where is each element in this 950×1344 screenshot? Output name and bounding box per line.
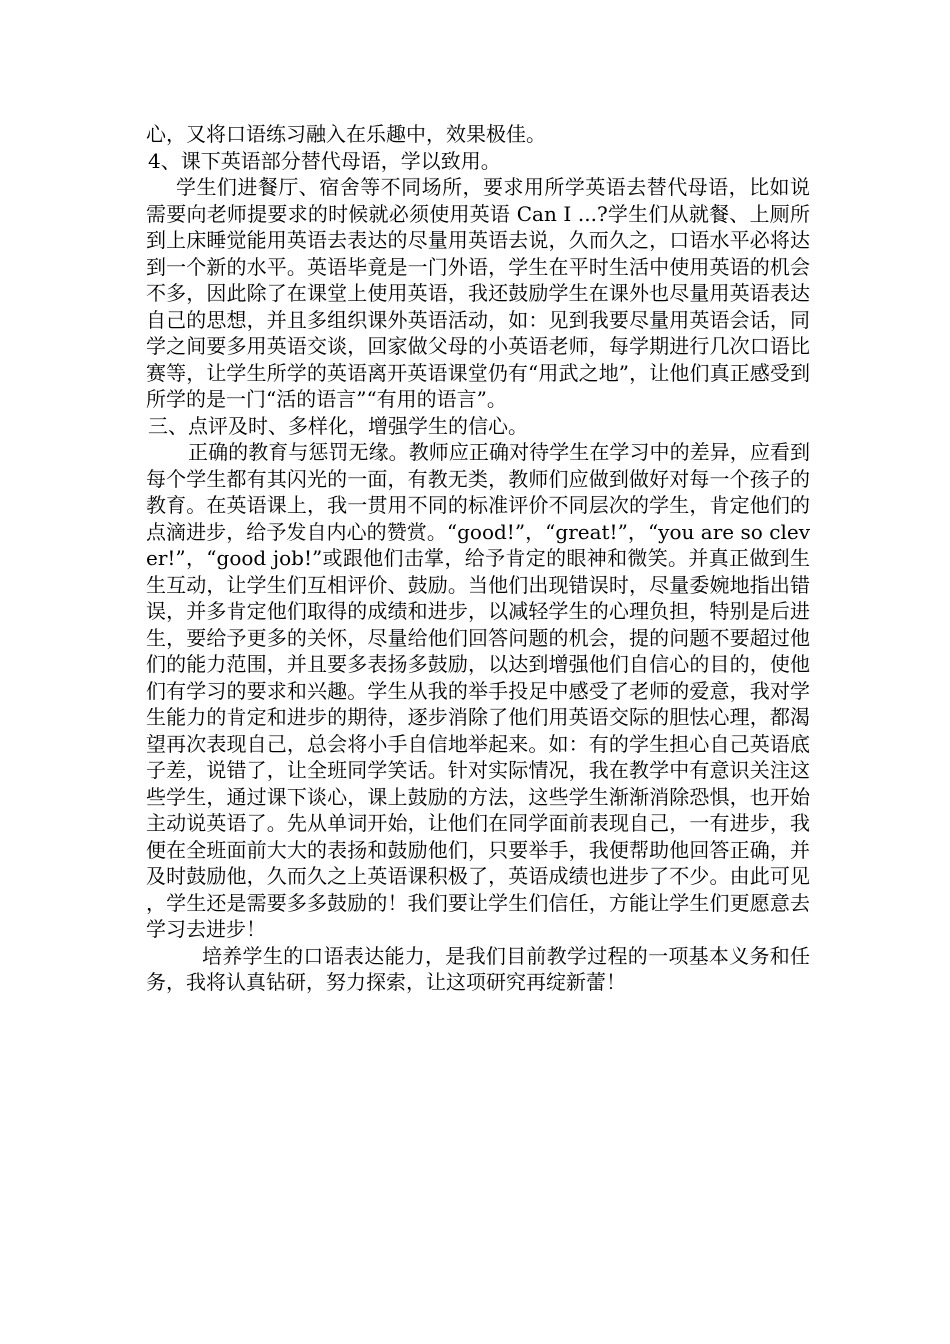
paragraph-continuation: 心，又将口语练习融入在乐趣中，效果极佳。 [146,122,546,146]
paragraph-body: 正确的教育与惩罚无缘。教师应正确对待学生在学习中的差异，应看到每个学生都有其闪光的一面，有教无类，教师们应做到做好对每一个孩子的教育。在英语课上，我一贯用不同的标准评价不同层次的学生，肯定他们的点滴进步，给予发自内心的赞赏。“good!”，“great!”，“you are so clever!”，“good job!”或跟他们击掌，给予肯定的眼神和微笑。并真正做到生生互动，让学生们互相评价、鼓励。当他们出现错误时，尽量委婉地指出错误，并多肯定他们取得的成绩和进步，以减轻学生的心理负担，特别是后进生，要给予更多的关怀，尽量给他们回答问题的机会，提的问题不要超过他们的能力范围，并且要多表扬多鼓励，以达到增强他们自信心的目的，使他们有学习的要求和兴趣。学生从我的举手投足中感受了老师的爱意，我对学生能力的肯定和进步的期待，逐步消除了他们用英语交际的胆怯心理，都渴望再次表现自己，总会将小手自信地举起来。如：有的学生担心自己英语底子差，说错了，让全班同学笑话。针对实际情况，我在教学中有意识关注这些学生，通过课下谈心，课上鼓励的方法，这些学生渐渐消除恐惧，也开始主动说英语了。先从单词开始，让他们在同学面前表现自己，一有进步，我便在全班面前大大的表扬和鼓励他们，只要举手，我便帮助他回答正确，并及时鼓励他，久而久之上英语课积极了，英语成绩也进步了不少。由此可见，学生还是需要多多鼓励的！我们要让学生们信任，方能让学生们更愿意去学习去进步！ [146,440,810,941]
paragraph-conclusion: 培养学生的口语表达能力，是我们目前教学过程的一项基本义务和任务，我将认真钻研，努力探索，让这项研究再绽新蕾！ [146,943,810,994]
paragraph-body: 学生们进餐厅、宿舍等不同场所，要求用所学英语去替代母语，比如说需要向老师提要求的时候就必须使用英语 Can I ...?学生们从就餐、上厕所到上床睡觉能用英语去表达的尽量用英语去说，久而久之，口语水平必将达到一个新的水平。英语毕竟是一门外语，学生在平时生活中使用英语的机会不多，因此除了在课堂上使用英语，我还鼓励学生在课外也尽量用英语表达自己的思想，并且多组织课外英语活动，如：见到我要尽量用英语会话，同学之间要多用英语交谈，回家做父母的小英语老师，每学期进行几次口语比赛等，让学生所学的英语离开英语课堂仍有“用武之地”，让他们真正感受到所学的是一门“活的语言”“有用的语言”。 [146,175,810,411]
section-heading-3: 三、点评及时、多样化，增强学生的信心。 [148,413,528,438]
section-heading-4: 4、课下英语部分替代母语，学以致用。 [148,148,501,173]
document-body [146,121,810,996]
